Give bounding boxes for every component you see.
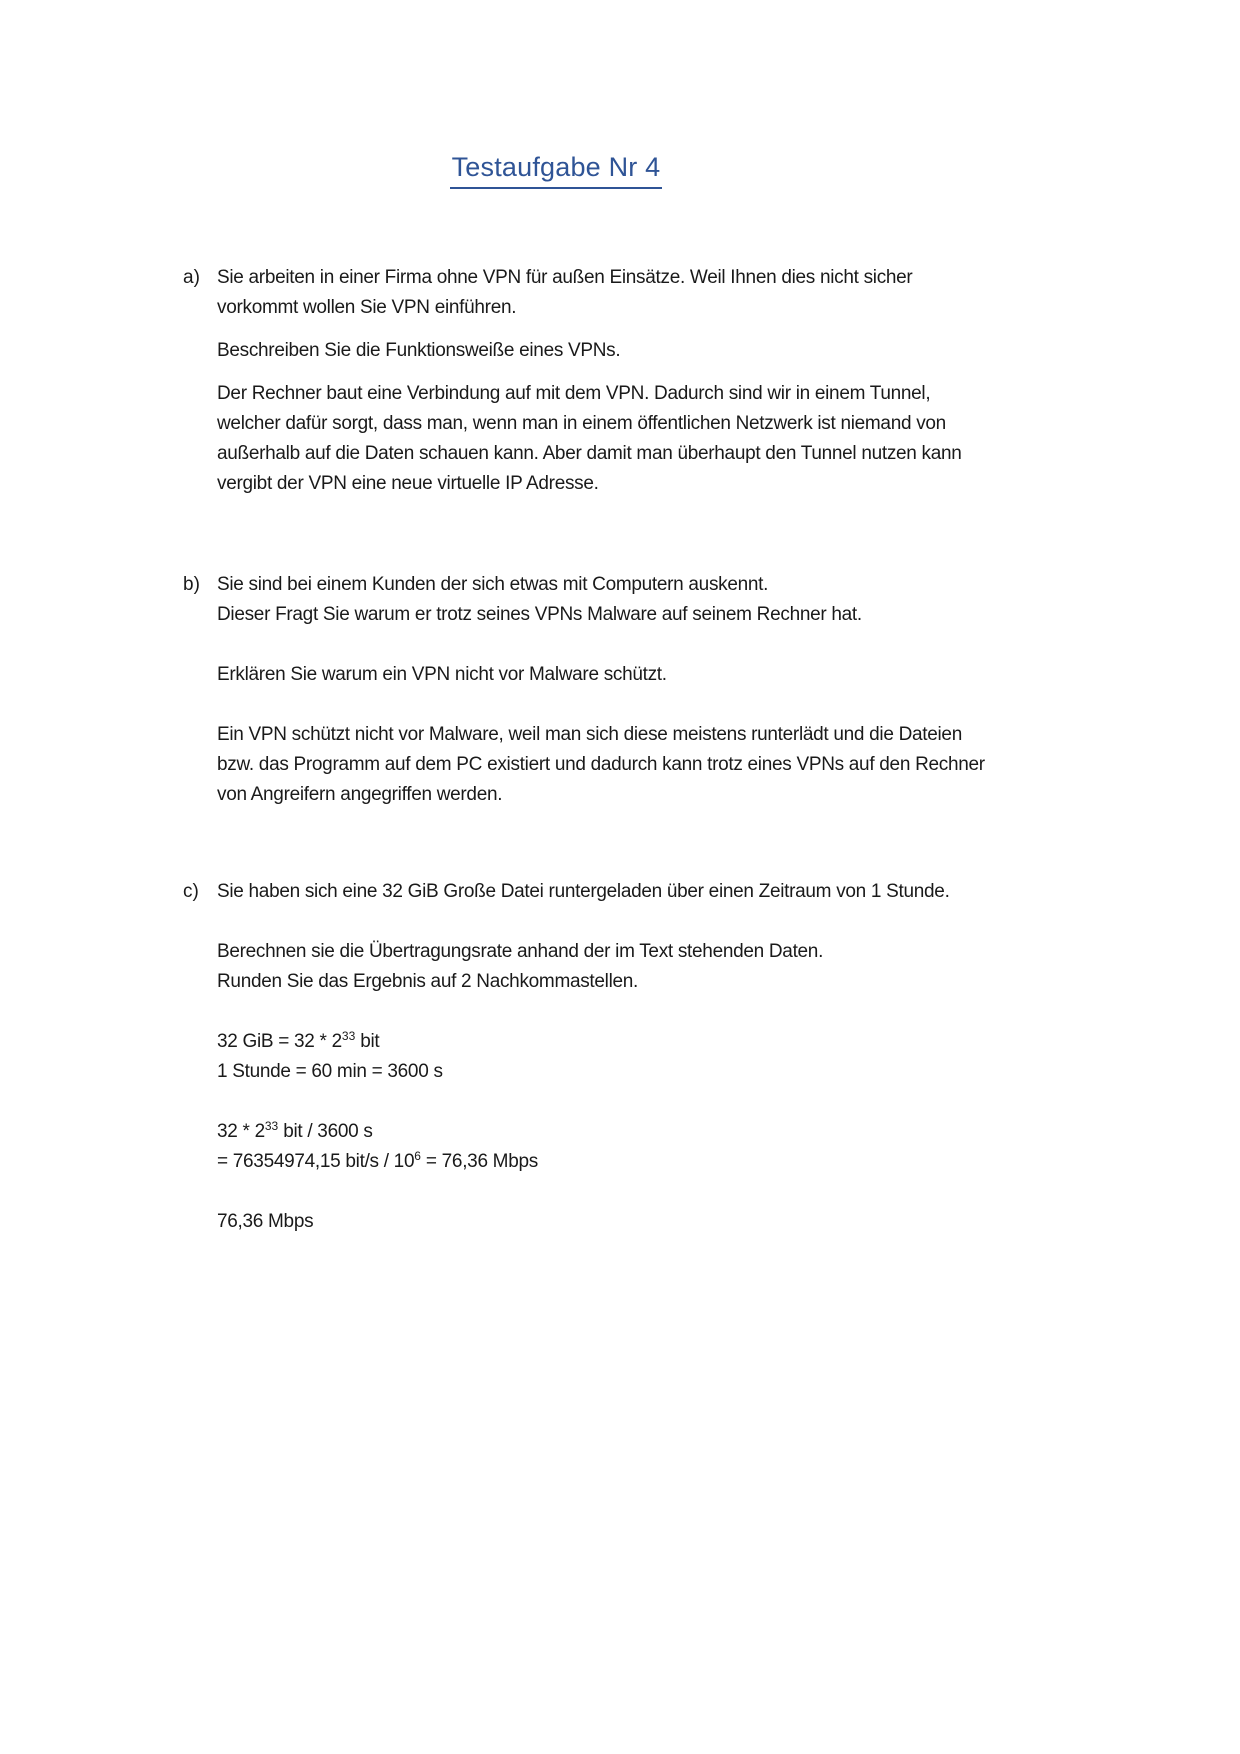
text-line: welcher dafür sorgt, dass man, wenn man in einem öffentlichen Netzwerk ist niemand von (217, 413, 946, 434)
text-line: Sie haben sich eine 32 GiB Große Datei runtergeladen über einen Zeitraum von 1 Stunde. (217, 881, 950, 902)
text-line: Der Rechner baut eine Verbindung auf mit dem VPN. Dadurch sind wir in einem Tunnel, (217, 383, 931, 404)
paragraph (217, 877, 1240, 907)
text-line: = 76354974,15 $bit/s / 10^6 = 76,36$ Mbps (217, 1149, 538, 1172)
paragraph (217, 336, 1240, 366)
text-line: Sie arbeiten in einer Firma ohne VPN für außen Einsätze. Weil Ihnen dies nicht sicher (217, 267, 913, 288)
text-line: Dieser Fragt Sie warum er trotz seines VPNs Malware auf seinem Rechner hat. (217, 604, 862, 625)
list-item-b (0, 570, 1240, 810)
text-line: Berechnen sie die Übertragungsrate anhand der im Text stehenden Daten. (217, 941, 824, 962)
paragraph (217, 660, 1240, 690)
document-title (0, 152, 1176, 189)
paragraph (217, 1117, 1240, 1177)
text-line: $32 * 2^{33}$ bit / 3600 s (217, 1119, 373, 1142)
text-line: Ein VPN schützt nicht vor Malware, weil man sich diese meistens runterlädt und die Dateien (217, 724, 962, 745)
list-item-label-c: c) (183, 881, 199, 902)
paragraph (217, 379, 1240, 499)
paragraph (217, 263, 1240, 323)
text-line: von Angreifern angegriffen werden. (217, 784, 503, 805)
superscript: 33 (341, 1029, 356, 1043)
text-line: vorkommt wollen Sie VPN einführen. (217, 297, 517, 318)
document-title-text: Testaufgabe Nr 4 (450, 152, 663, 189)
paragraph (217, 720, 1240, 810)
text-line: bzw. das Programm auf dem PC existiert und dadurch kann trotz eines VPNs auf den Rechner (217, 754, 985, 775)
text-line: vergibt der VPN eine neue virtuelle IP Adresse. (217, 473, 599, 494)
paragraph (217, 570, 1240, 630)
superscript: 33 (264, 1119, 279, 1133)
text-line: Erklären Sie warum ein VPN nicht vor Malware schützt. (217, 664, 667, 685)
text-line: außerhalb auf die Daten schauen kann. Aber damit man überhaupt den Tunnel nutzen kann (217, 443, 962, 464)
text-line: Sie sind bei einem Kunden der sich etwas mit Computern auskennt. (217, 574, 769, 595)
list-item-a (0, 263, 1240, 499)
superscript: 6 (414, 1149, 421, 1163)
list-item-label-b: b) (183, 574, 200, 595)
list-item-label-a: a) (183, 267, 200, 288)
text-line: Beschreiben Sie die Funktionsweiße eines VPNs. (217, 340, 621, 361)
paragraph (217, 937, 1240, 997)
list-item-c (0, 877, 1240, 1237)
text-line: 1 Stunde = 60 min = 3600 s (217, 1061, 443, 1082)
text-line: 32 GiB = $32 * 2^{33}$ bit (217, 1029, 380, 1052)
text-line: Runden Sie das Ergebnis auf 2 Nachkommastellen. (217, 971, 639, 992)
paragraph (217, 1027, 1240, 1087)
text-line: 76,36 Mbps (217, 1211, 314, 1232)
paragraph (217, 1207, 1240, 1237)
